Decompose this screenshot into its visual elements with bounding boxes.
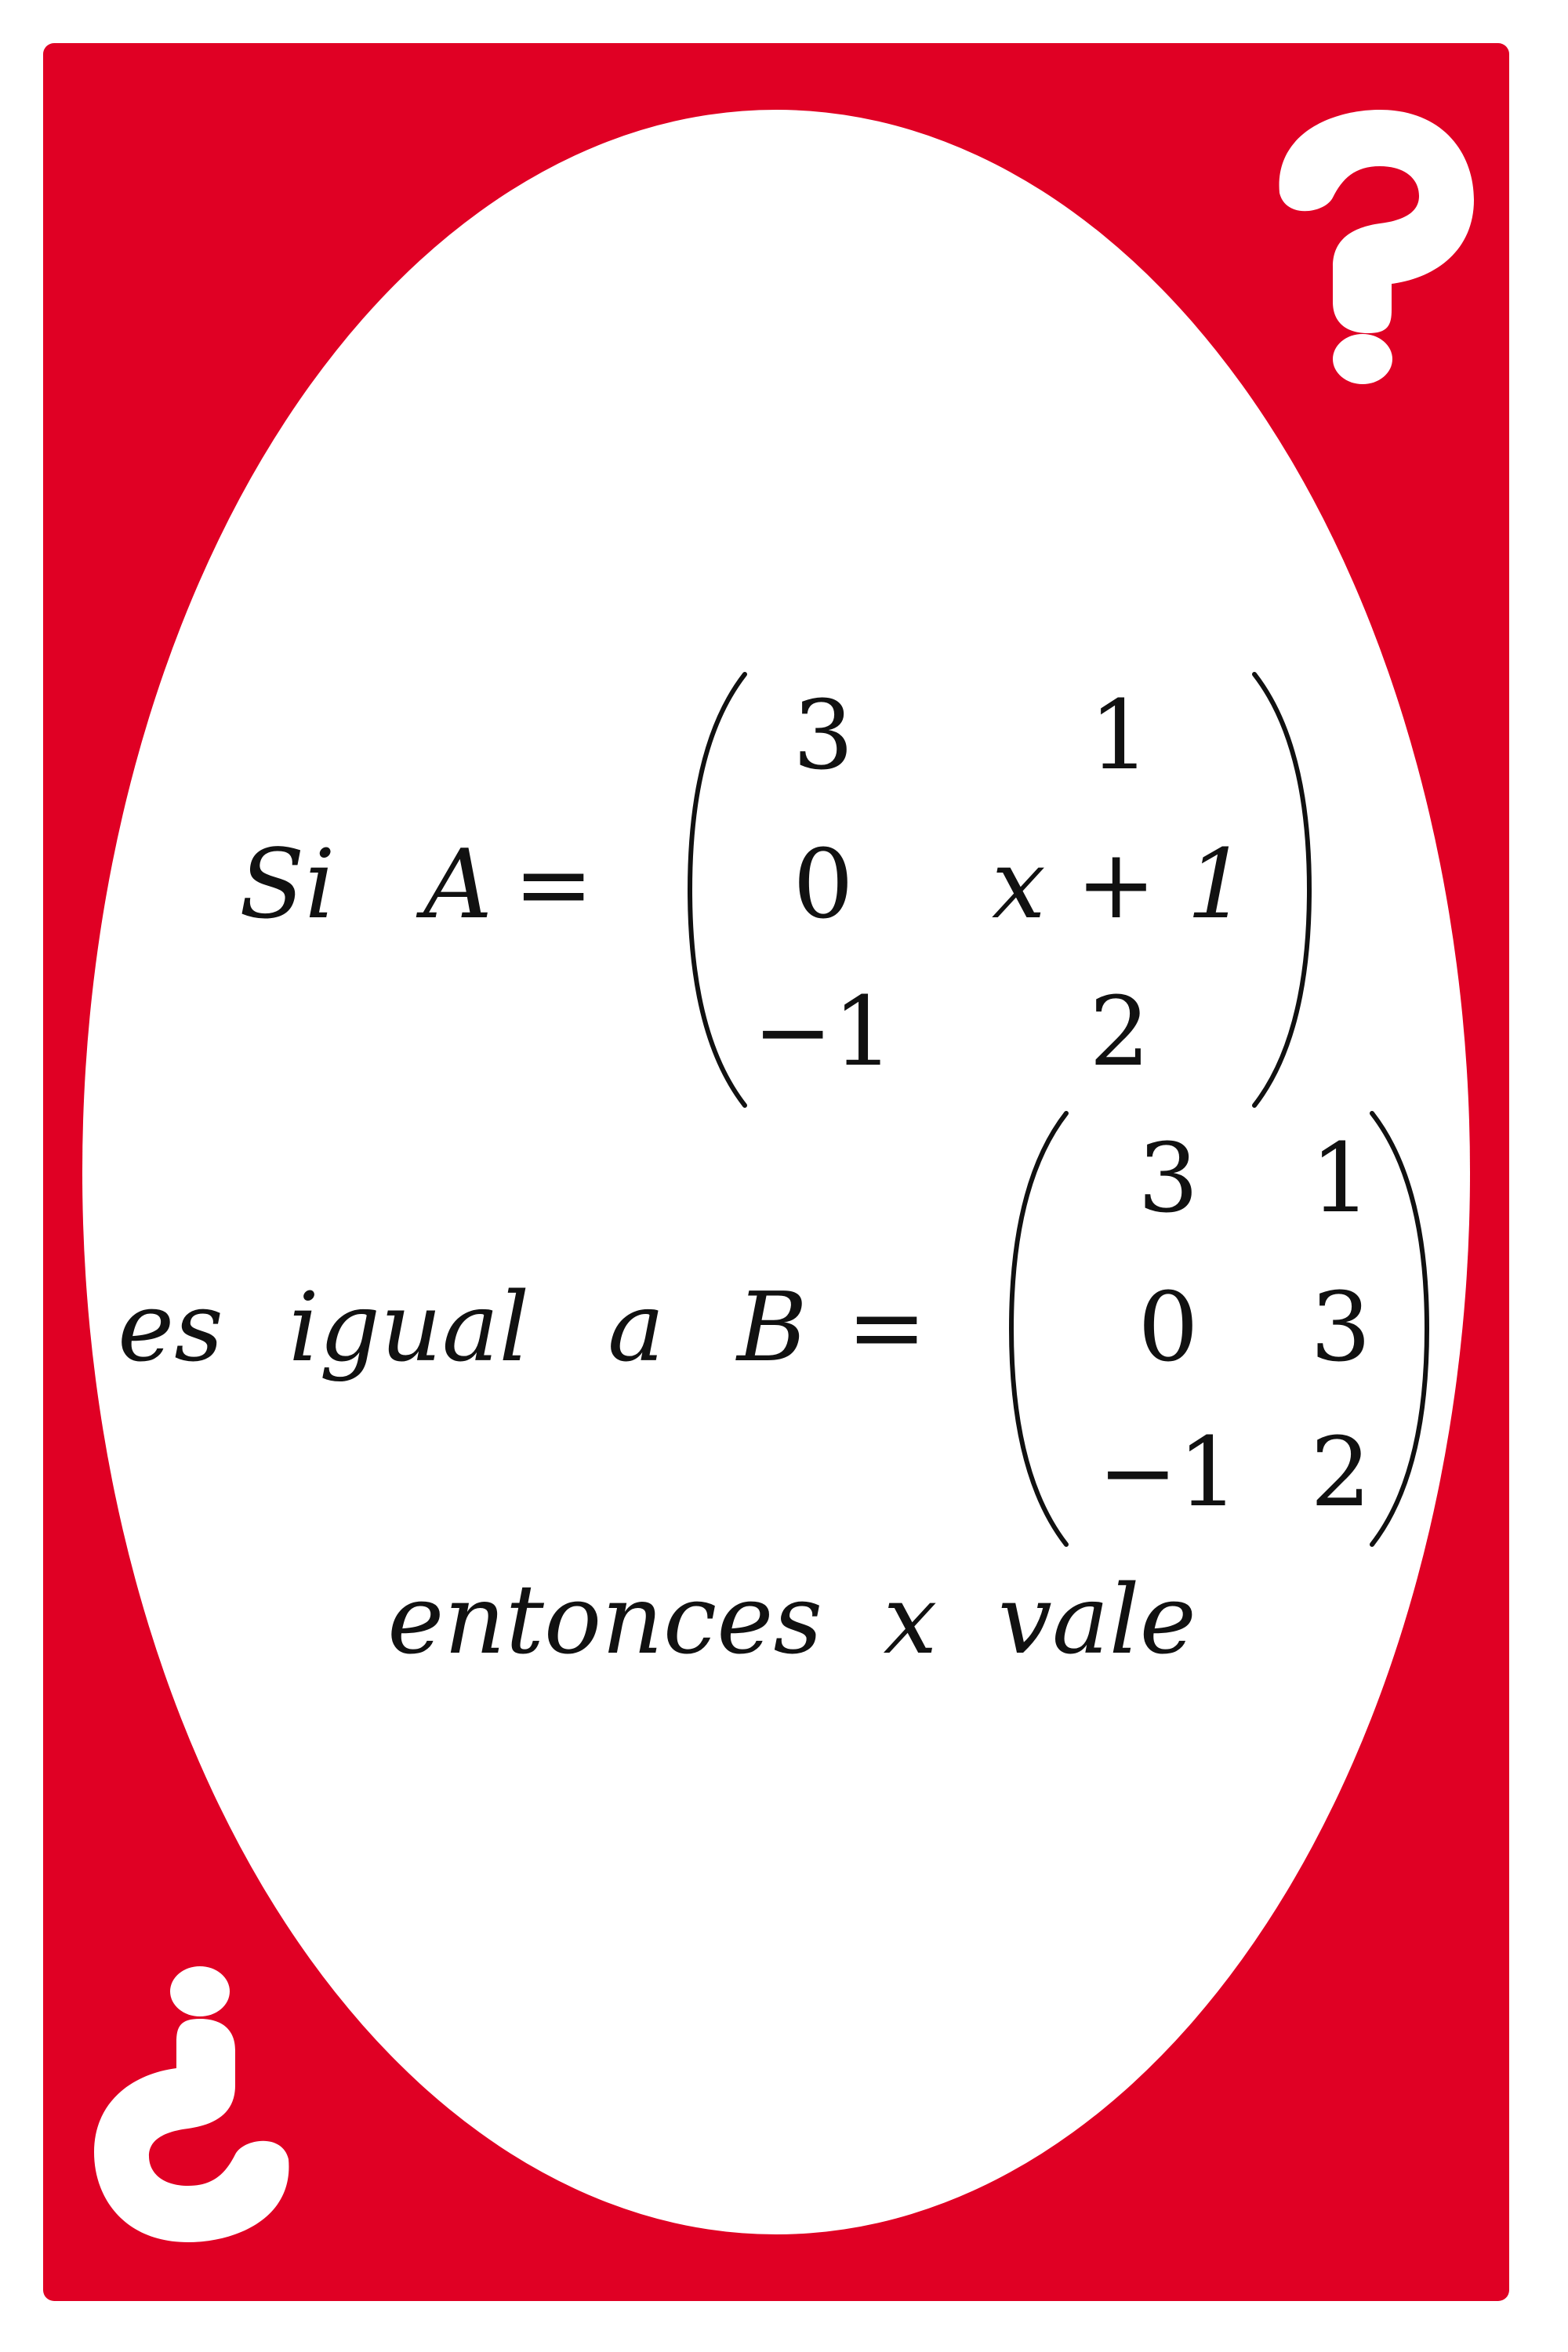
equals-sign-2: = (847, 1272, 927, 1383)
card-oval (82, 110, 1470, 2234)
matrix-a-cell: 3 (793, 680, 854, 791)
entonces-x-vale: entonces x vale (387, 1564, 1196, 1675)
matrix-b-cell: 3 (1138, 1123, 1199, 1234)
matrix-a-cell: −1 (753, 976, 894, 1087)
igual-word: igual (289, 1272, 530, 1383)
matrix-b-cell: −1 (1098, 1417, 1239, 1528)
matrix-a-cell: 0 (793, 829, 854, 940)
si-word: Si (239, 829, 336, 940)
matrix-a-cell: 2 (1089, 976, 1150, 1087)
matrix-a-label: A (423, 829, 493, 940)
a-word: a (608, 1272, 665, 1383)
matrix-b-label: B (737, 1272, 808, 1383)
es-word: es (118, 1272, 223, 1383)
matrix-a-cell: x + 1 (991, 829, 1248, 940)
matrix-a-cell: 1 (1089, 680, 1150, 791)
matrix-b-cell: 1 (1310, 1123, 1371, 1234)
equals-sign-1: = (514, 829, 594, 940)
matrix-b-cell: 2 (1310, 1417, 1371, 1528)
matrix-b-cell: 3 (1310, 1272, 1371, 1383)
matrix-b-cell: 0 (1138, 1272, 1199, 1383)
